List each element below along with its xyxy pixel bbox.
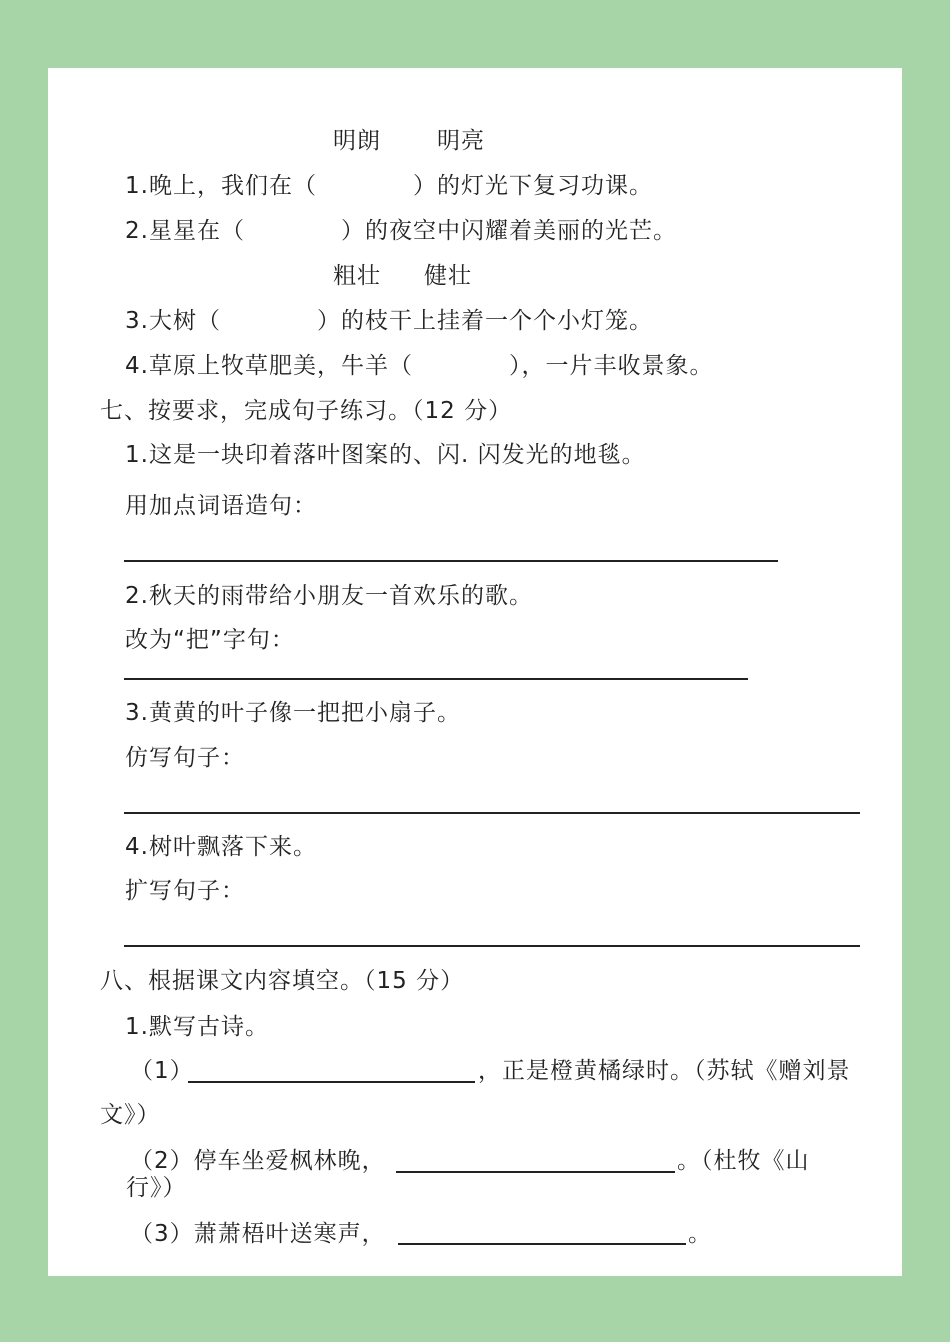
poem-instruction: 1.默写古诗。 (125, 1014, 269, 1040)
answer-line-7-2[interactable] (124, 678, 748, 680)
worksheet-page (48, 68, 902, 1276)
poem-3-tail: 。 (688, 1221, 712, 1247)
poem-1-blank[interactable] (188, 1081, 475, 1083)
question-6-3: 3.大树（ ）的枝干上挂着一个个小灯笼。 (125, 308, 653, 334)
question-6-2: 2.星星在（ ）的夜空中闪耀着美丽的光芒。 (125, 218, 677, 244)
poem-3-text: （3）萧萧梧叶送寒声， (130, 1221, 386, 1247)
poem-1-text: ，正是橙黄橘绿时。（苏轼《赠刘景 (478, 1058, 851, 1084)
question-6-4: 4.草原上牧草肥美，牛羊（ ），一片丰收景象。 (125, 353, 714, 379)
answer-line-7-1[interactable] (124, 560, 778, 562)
word-choice-2a: 粗壮 (333, 263, 381, 289)
poem-2-text: （2）停车坐爱枫林晚， (130, 1148, 386, 1174)
instruction-7-3: 仿写句子： (125, 745, 245, 771)
poem-2-blank[interactable] (396, 1171, 675, 1173)
sentence-7-3: 3.黄黄的叶子像一把把小扇子。 (125, 700, 461, 726)
instruction-7-4: 扩写句子： (125, 878, 245, 904)
poem-1-source-cont: 文》） (100, 1102, 161, 1128)
poem-2-source: 。（杜牧《山 (677, 1148, 810, 1174)
instruction-7-1: 用加点词语造句： (125, 493, 317, 519)
poem-2-source-cont: 行》） (126, 1175, 187, 1201)
answer-line-7-4[interactable] (124, 945, 860, 947)
sentence-7-2: 2.秋天的雨带给小朋友一首欢乐的歌。 (125, 583, 533, 609)
word-choice-1a: 明朗 (333, 128, 381, 154)
section-8-heading: 八、根据课文内容填空。（15 分） (100, 968, 465, 994)
poem-1-number: （1） (130, 1058, 194, 1084)
poem-3-blank[interactable] (398, 1243, 686, 1245)
sentence-7-4: 4.树叶飘落下来。 (125, 834, 317, 860)
word-choice-1b: 明亮 (437, 128, 485, 154)
question-6-1: 1.晚上，我们在（ ）的灯光下复习功课。 (125, 173, 653, 199)
word-choice-2b: 健壮 (424, 263, 472, 289)
section-7-heading: 七、按要求，完成句子练习。（12 分） (100, 398, 513, 424)
sentence-7-1: 1.这是一块印着落叶图案的、闪. 闪发光的地毯。 (125, 442, 646, 468)
answer-line-7-3[interactable] (124, 812, 860, 814)
instruction-7-2: 改为“把”字句： (125, 627, 295, 653)
